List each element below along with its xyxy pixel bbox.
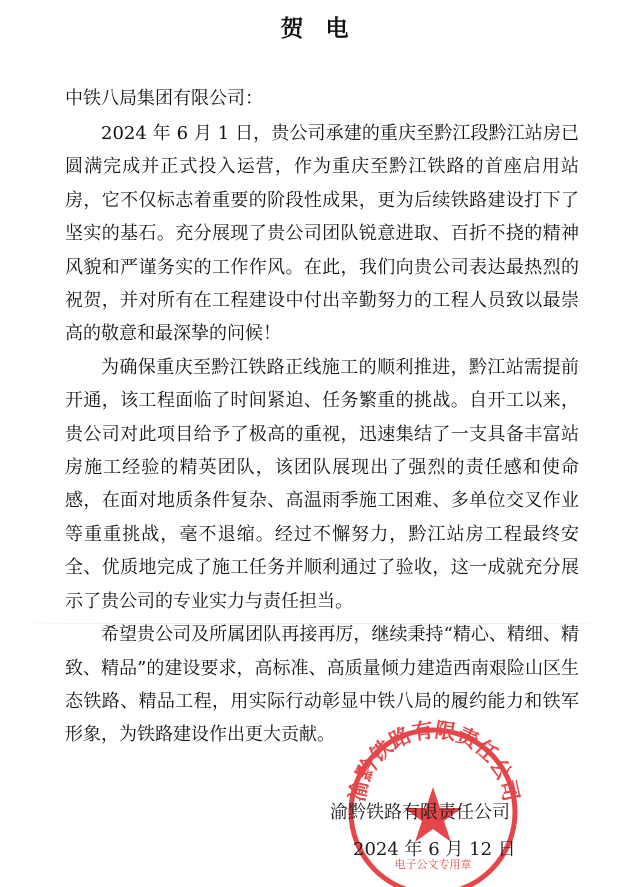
paragraph-2: 为确保重庆至黔江铁路正线施工的顺利推进，黔江站需提前开通，该工程面临了时间紧迫、任务繁重的挑战。自开工以来，贵公司对此项目给予了极高的重视，迅速集结了一支具备丰富站房施工经验的精英团队，该团队展现出了强烈的责任感和使命感，在面对地质条件复杂、高温雨季施工困难、多单位交叉作业等重重挑战，毫不退缩。经过不懈努力，黔江站房工程最终安全、优质地完成了施工任务并顺利通过了验收，这一成就充分展示了贵公司的专业实力与责任担当。 — [65, 356, 579, 612]
svg-text:电子公文专用章: 电子公文专用章 — [394, 858, 472, 871]
signature-organization: 渝黔铁路有限责任公司 — [330, 802, 510, 823]
paragraph-3: 希望贵公司及所属团队再接再厉，继续秉持“精心、精细、精致、精品”的建设要求，高标准、高质量倾力建造西南艰险山区生态铁路、精品工程，用实际行动彰显中铁八局的履约能力和铁军形象，为铁路建设作出更大贡献。 — [65, 624, 579, 746]
scan-fold-line — [0, 623, 629, 624]
page-title: 贺电 — [280, 15, 371, 42]
salutation: 中铁八局集团有限公司： — [65, 88, 263, 109]
paragraph-1: 2024 年 6 月 1 日，贵公司承建的重庆至黔江段黔江站房已圆满完成并正式投入运营，作为重庆至黔江铁路的首座启用站房，它不仅标志着重要的阶段性成果，更为后续铁路建设打下了坚实的基石。充分展现了贵公司团队锐意进取、百折不挠的精神风貌和严谨务实的工作作风。在此，我们向贵公司表达最热烈的祝贺，并对所有在工程建设中付出辛勤努力的工程人员致以最崇高的敬意和最深挚的问候！ — [65, 123, 579, 345]
svg-text:渝黔铁路有限责任公司: 渝黔铁路有限责任公司 — [344, 717, 524, 804]
signature-date: 2024 年 6 月 12 日 — [353, 839, 516, 860]
letter-body — [65, 117, 579, 752]
